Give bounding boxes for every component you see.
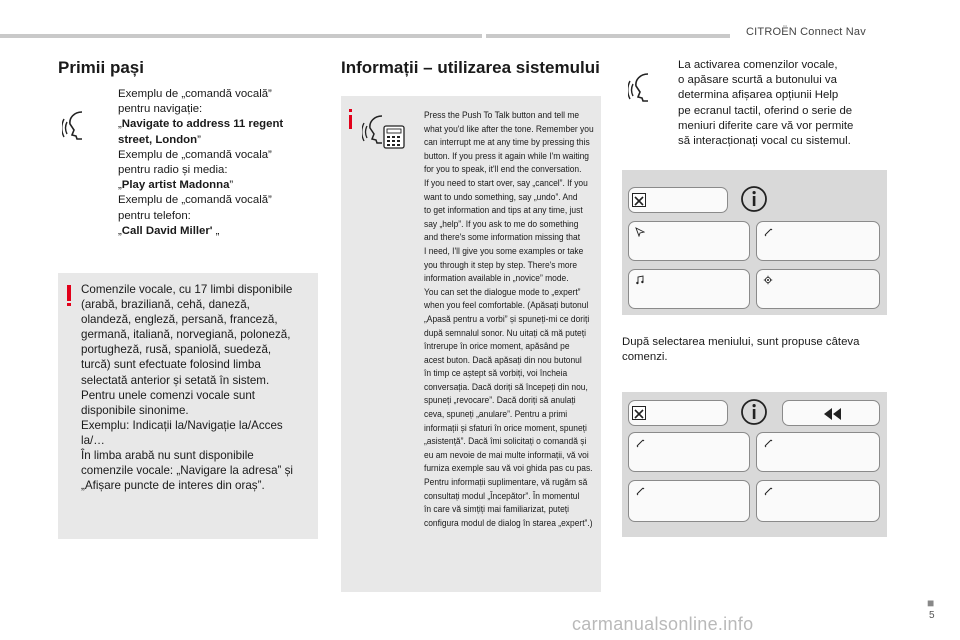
intro-line: o apăsare scurtă a butonului va	[678, 74, 837, 87]
intro-line: pe ecranul tactil, oferind o serie de	[678, 104, 853, 117]
voice-command-icon	[62, 108, 98, 142]
example-line: pentru telefon:	[118, 209, 191, 222]
help-menu-screen	[622, 170, 887, 315]
warning-line: portugheză, rusă, spaniolă, suedeză,	[81, 343, 272, 357]
media-help-button[interactable]	[628, 269, 750, 309]
info-line: configura modul de dialog în starea „expert”.)	[424, 517, 593, 528]
example-line: Exemplu de „comandă vocală”	[118, 88, 272, 100]
info-line: want to undo something, say „undo”. And	[424, 191, 578, 202]
example-line: Exemplu de „comandă vocala”	[118, 148, 272, 161]
section-title-first-steps: Primii pași	[58, 58, 144, 77]
warning-text	[81, 282, 293, 493]
example-line: pentru navigație:	[118, 103, 203, 116]
close-icon	[632, 406, 646, 420]
info-line: în care vă simțiți mai familiarizat, puteți	[424, 504, 570, 515]
navigation-help-button[interactable]	[628, 221, 750, 261]
section-title-system-info: Informații – utilizarea sistemului	[341, 58, 600, 77]
warning-icon	[67, 285, 71, 301]
intro-line: determina afișarea opțiunii Help	[678, 89, 839, 102]
settings-help-button[interactable]	[756, 269, 880, 309]
close-menu-button[interactable]	[628, 187, 728, 213]
info-line: for you to speak, it'll end the conversation.	[424, 164, 582, 175]
info-line: and there's some information missing that	[424, 232, 581, 243]
header-rule-right	[486, 34, 730, 38]
info-line: furniza exemple sau vă voi ghida pas cu pas.	[424, 463, 593, 474]
after-selection-text	[622, 335, 859, 365]
settings-icon	[763, 275, 773, 285]
phone-icon	[635, 438, 645, 448]
warning-line: disponibile sinonime.	[81, 403, 189, 417]
music-icon	[635, 275, 645, 285]
phone-icon	[635, 486, 645, 496]
info-line: If you need to start over, say „cancel”. If you	[424, 177, 588, 188]
after-line: După selectarea meniului, sunt propuse câteva	[622, 336, 860, 348]
info-line: what you'd like after the tone. Remember you	[424, 123, 594, 134]
info-line: eu am nevoie de mai multe informații, vă voi	[424, 449, 589, 460]
warning-line: germană, italiană, norvegiană, poloneză,	[81, 328, 291, 342]
voice-examples	[118, 87, 283, 239]
intro-line: să interacționați vocal cu sistemul.	[678, 135, 851, 148]
warning-line: „Afișare puncte de interes din oraș”.	[81, 479, 265, 493]
phone-icon	[763, 486, 773, 496]
running-title: CITROËN Connect Nav	[746, 26, 866, 38]
example-line: Exemplu de „comandă vocală”	[118, 194, 272, 207]
navigation-icon	[635, 227, 645, 237]
intro-line: meniuri diferite care vă vor permite	[678, 119, 854, 132]
info-line: acest buton. Dacă apăsați din nou butonul	[424, 354, 582, 365]
info-icon[interactable]	[739, 184, 769, 214]
info-line: „Apasă pentru a vorbi” și spuneți-mi ce doriți	[424, 313, 590, 324]
warning-line: la/…	[81, 433, 105, 447]
command-button[interactable]	[628, 432, 750, 472]
intro-line: La activarea comenzilor vocale,	[678, 59, 838, 71]
info-line: conversația. Dacă doriți să începeți din nou,	[424, 381, 588, 392]
info-line: Pentru informații suplimentare, vă rugăm să	[424, 477, 588, 488]
info-line: informații și sfaturi în orice moment, spuneți	[424, 422, 587, 433]
info-line: consultați modul „Începător”. În momentul	[424, 490, 580, 501]
info-line: spuneți „revocare”. Dacă doriți să anulați	[424, 395, 576, 406]
help-intro-text	[678, 58, 853, 149]
warning-line: comenzile vocale: „Navigare la adresa” și	[81, 464, 293, 478]
page-number: 5	[929, 610, 935, 621]
example-nav-command-cont: street, London”	[118, 133, 201, 146]
info-line: „asistență”. Dacă îmi solicitați o comandă și	[424, 436, 587, 447]
info-line: ceva, spuneți „anulare”. Pentru a primi	[424, 409, 568, 420]
watermark: carmanualsonline.info	[572, 614, 754, 634]
info-line: you through it step by step. There's more	[424, 259, 578, 270]
info-icon-dot	[349, 109, 352, 112]
close-icon	[632, 193, 646, 207]
info-line: say „help”. If you ask to me do something	[424, 218, 579, 229]
phone-icon	[763, 438, 773, 448]
warning-line: Exemplu: Indicații la/Navigație la/Acces	[81, 418, 283, 432]
command-button[interactable]	[628, 480, 750, 522]
back-icon	[821, 407, 843, 421]
info-line: Press the Push To Talk button and tell me	[424, 110, 580, 120]
info-line: to get information and tips at any time, just	[424, 205, 583, 216]
push-to-talk-icon	[362, 112, 408, 152]
command-button[interactable]	[756, 480, 880, 522]
command-list-screen	[622, 392, 887, 537]
info-line: You can set the dialogue mode to „expert”	[424, 286, 581, 297]
info-line: button. If you press it again while I'm waiting	[424, 150, 589, 161]
phone-icon	[763, 227, 773, 237]
warning-line: Comenzile vocale, cu 17 limbi disponibile	[81, 283, 293, 296]
close-menu-button[interactable]	[628, 400, 728, 426]
voice-command-icon	[628, 70, 664, 104]
info-line: can interrupt me at any time by pressing this	[424, 137, 590, 148]
footer-marker: ■	[927, 596, 935, 610]
info-icon[interactable]	[739, 397, 769, 427]
after-line: comenzi.	[622, 351, 668, 364]
info-line: when you feel comfortable. (Apăsați butonul	[424, 300, 589, 311]
info-icon	[349, 115, 352, 129]
warning-line: turcă) sunt efectuate folosind limba	[81, 358, 261, 372]
info-line: în timp ce aștept să vorbiți, voi încheia	[424, 368, 568, 379]
info-line: I need, I'll give you some examples or take	[424, 245, 584, 256]
back-button[interactable]	[782, 400, 880, 426]
info-line: întrerupe în orice moment, apăsând pe	[424, 341, 570, 352]
info-line: information available in „novice” mode.	[424, 273, 569, 284]
info-text	[424, 109, 594, 530]
example-nav-command: „Navigate to address 11 regent	[118, 118, 284, 131]
warning-line: În limba arabă nu sunt disponibile	[81, 449, 254, 463]
phone-help-button[interactable]	[756, 221, 880, 261]
command-button[interactable]	[756, 432, 880, 472]
example-line: pentru radio și media:	[118, 164, 228, 177]
warning-icon-dot	[67, 303, 71, 306]
example-phone-command: „Call David Miller' „	[118, 224, 220, 237]
warning-line: Pentru unele comenzi vocale sunt	[81, 388, 256, 402]
warning-line: selectată anterior și setată în sistem.	[81, 373, 270, 387]
example-media-command: „Play artist Madonna”	[118, 179, 234, 192]
warning-line: (arabă, braziliană, cehă, daneză,	[81, 298, 250, 312]
header-rule-left	[0, 34, 482, 38]
warning-line: olandeză, engleză, persană, franceză,	[81, 313, 278, 327]
info-line: după semnalul sonor. Nu uitați că mă puteți	[424, 327, 586, 338]
